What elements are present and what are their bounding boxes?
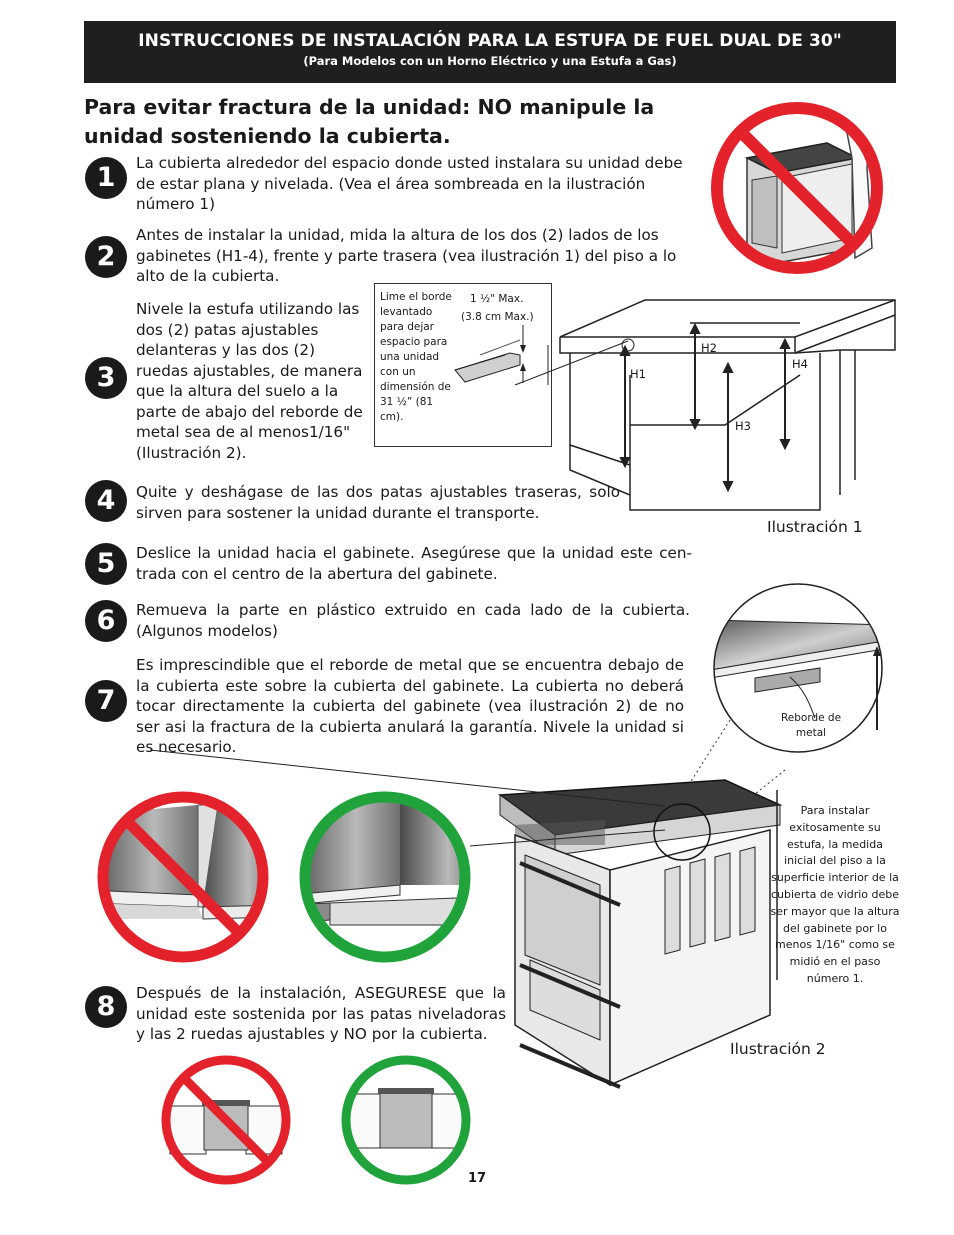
no-lift-by-top-illustration	[707, 98, 887, 278]
step-8-incorrect-illustration	[154, 1052, 299, 1187]
step-4-number: 4	[85, 480, 127, 522]
step-3-text: Nivele la estufa utilizando las dos (2) patas ajustables delanteras y las dos (2) ruedas ajustables, de manera que la altura del suelo a la parte de abajo del reborde de metal sea de al menos1/16" (Ilustración 2).	[136, 300, 363, 462]
header-title: INSTRUCCIONES DE INSTALACIÓN PARA LA ESTUFA DE FUEL DUAL DE 30"	[138, 31, 842, 51]
step-5-text: Deslice la unidad hacia el gabinete. Asegúrese que la unidad este cen-trada con el centro de la abertura del gabinete.	[136, 544, 692, 583]
correct-install-illustration	[290, 785, 480, 970]
step-7-text: Es imprescindible que el reborde de metal que se encuentra debajo de la cubierta este sobre la cubierta del gabinete. La cubierta no deberá tocar directamente la cubierta del gabinete (vea ilustración 2) de no ser asi la fractura de la cubierta anulará la garantía. Nivele la unidad si es necesario.	[136, 656, 684, 756]
page-number: 17	[467, 1171, 487, 1186]
max-label-cm: (3.8 cm Max.)	[461, 311, 534, 323]
step-6-text: Remueva la parte en plástico extruido en cada lado de la cubierta. (Algunos modelos)	[136, 601, 690, 640]
step-8-number: 8	[85, 986, 127, 1028]
illustration-2-caption: Ilustración 2	[730, 1040, 826, 1058]
step-3-number: 3	[85, 357, 127, 399]
incorrect-install-illustration	[88, 785, 278, 970]
step-2-number: 2	[85, 236, 127, 278]
label-h3: H3	[735, 419, 751, 433]
callout-text: Lime el borde levantado para dejar espacio para una unidad con un dimensión de 31 ½” (81 cm).	[380, 291, 452, 423]
page-header	[84, 21, 896, 83]
illustration-2-note: Para instalar exitosamente su estufa, la medida inicial del piso a la superficie interior de la cubierta de vidrio debe ser mayor que la altura del gabinete por lo menos 1/16" como se midió en el paso número 1.	[770, 804, 900, 985]
step-2-text: Antes de instalar la unidad, mida la altura de los dos (2) lados de los gabinetes (H1-4), frente y parte trasera (vea ilustración 1) del piso a lo alto de la cubierta.	[136, 226, 677, 285]
warning-title: Para evitar fractura de la unidad: NO manipule la unidad sosteniendo la cubierta.	[84, 95, 655, 148]
step-8-text: Después de la instalación, ASEGURESE que la unidad este sostenida por las patas niveladoras y las 2 ruedas ajustables y NO por la cubierta.	[136, 984, 506, 1043]
header-subtitle: (Para Modelos con un Horno Eléctrico y una Estufa a Gas)	[303, 54, 677, 68]
step-1-number: 1	[85, 157, 127, 199]
label-h1: H1	[630, 367, 646, 381]
label-h4: H4	[792, 357, 808, 371]
step-5-number: 5	[85, 543, 127, 585]
illustration-1-caption: Ilustración 1	[767, 518, 863, 536]
cabinet-illustration	[510, 295, 905, 515]
step-6-number: 6	[85, 600, 127, 642]
max-label: 1 ½" Max.	[470, 293, 524, 305]
metal-edge-label: Reborde de metal	[780, 712, 842, 739]
step-4-text: Quite y deshágase de las dos patas ajustables traseras, solo sirven para sostener la unidad durante el transporte.	[136, 483, 620, 522]
step-1-text: La cubierta alrededor del espacio donde usted instalara su unidad debe de estar plana y nivelada. (Vea el área sombreada en la ilustración número 1)	[136, 154, 683, 213]
label-h2: H2	[701, 341, 717, 355]
step-7-number: 7	[85, 680, 127, 722]
step-8-correct-illustration	[334, 1052, 479, 1187]
